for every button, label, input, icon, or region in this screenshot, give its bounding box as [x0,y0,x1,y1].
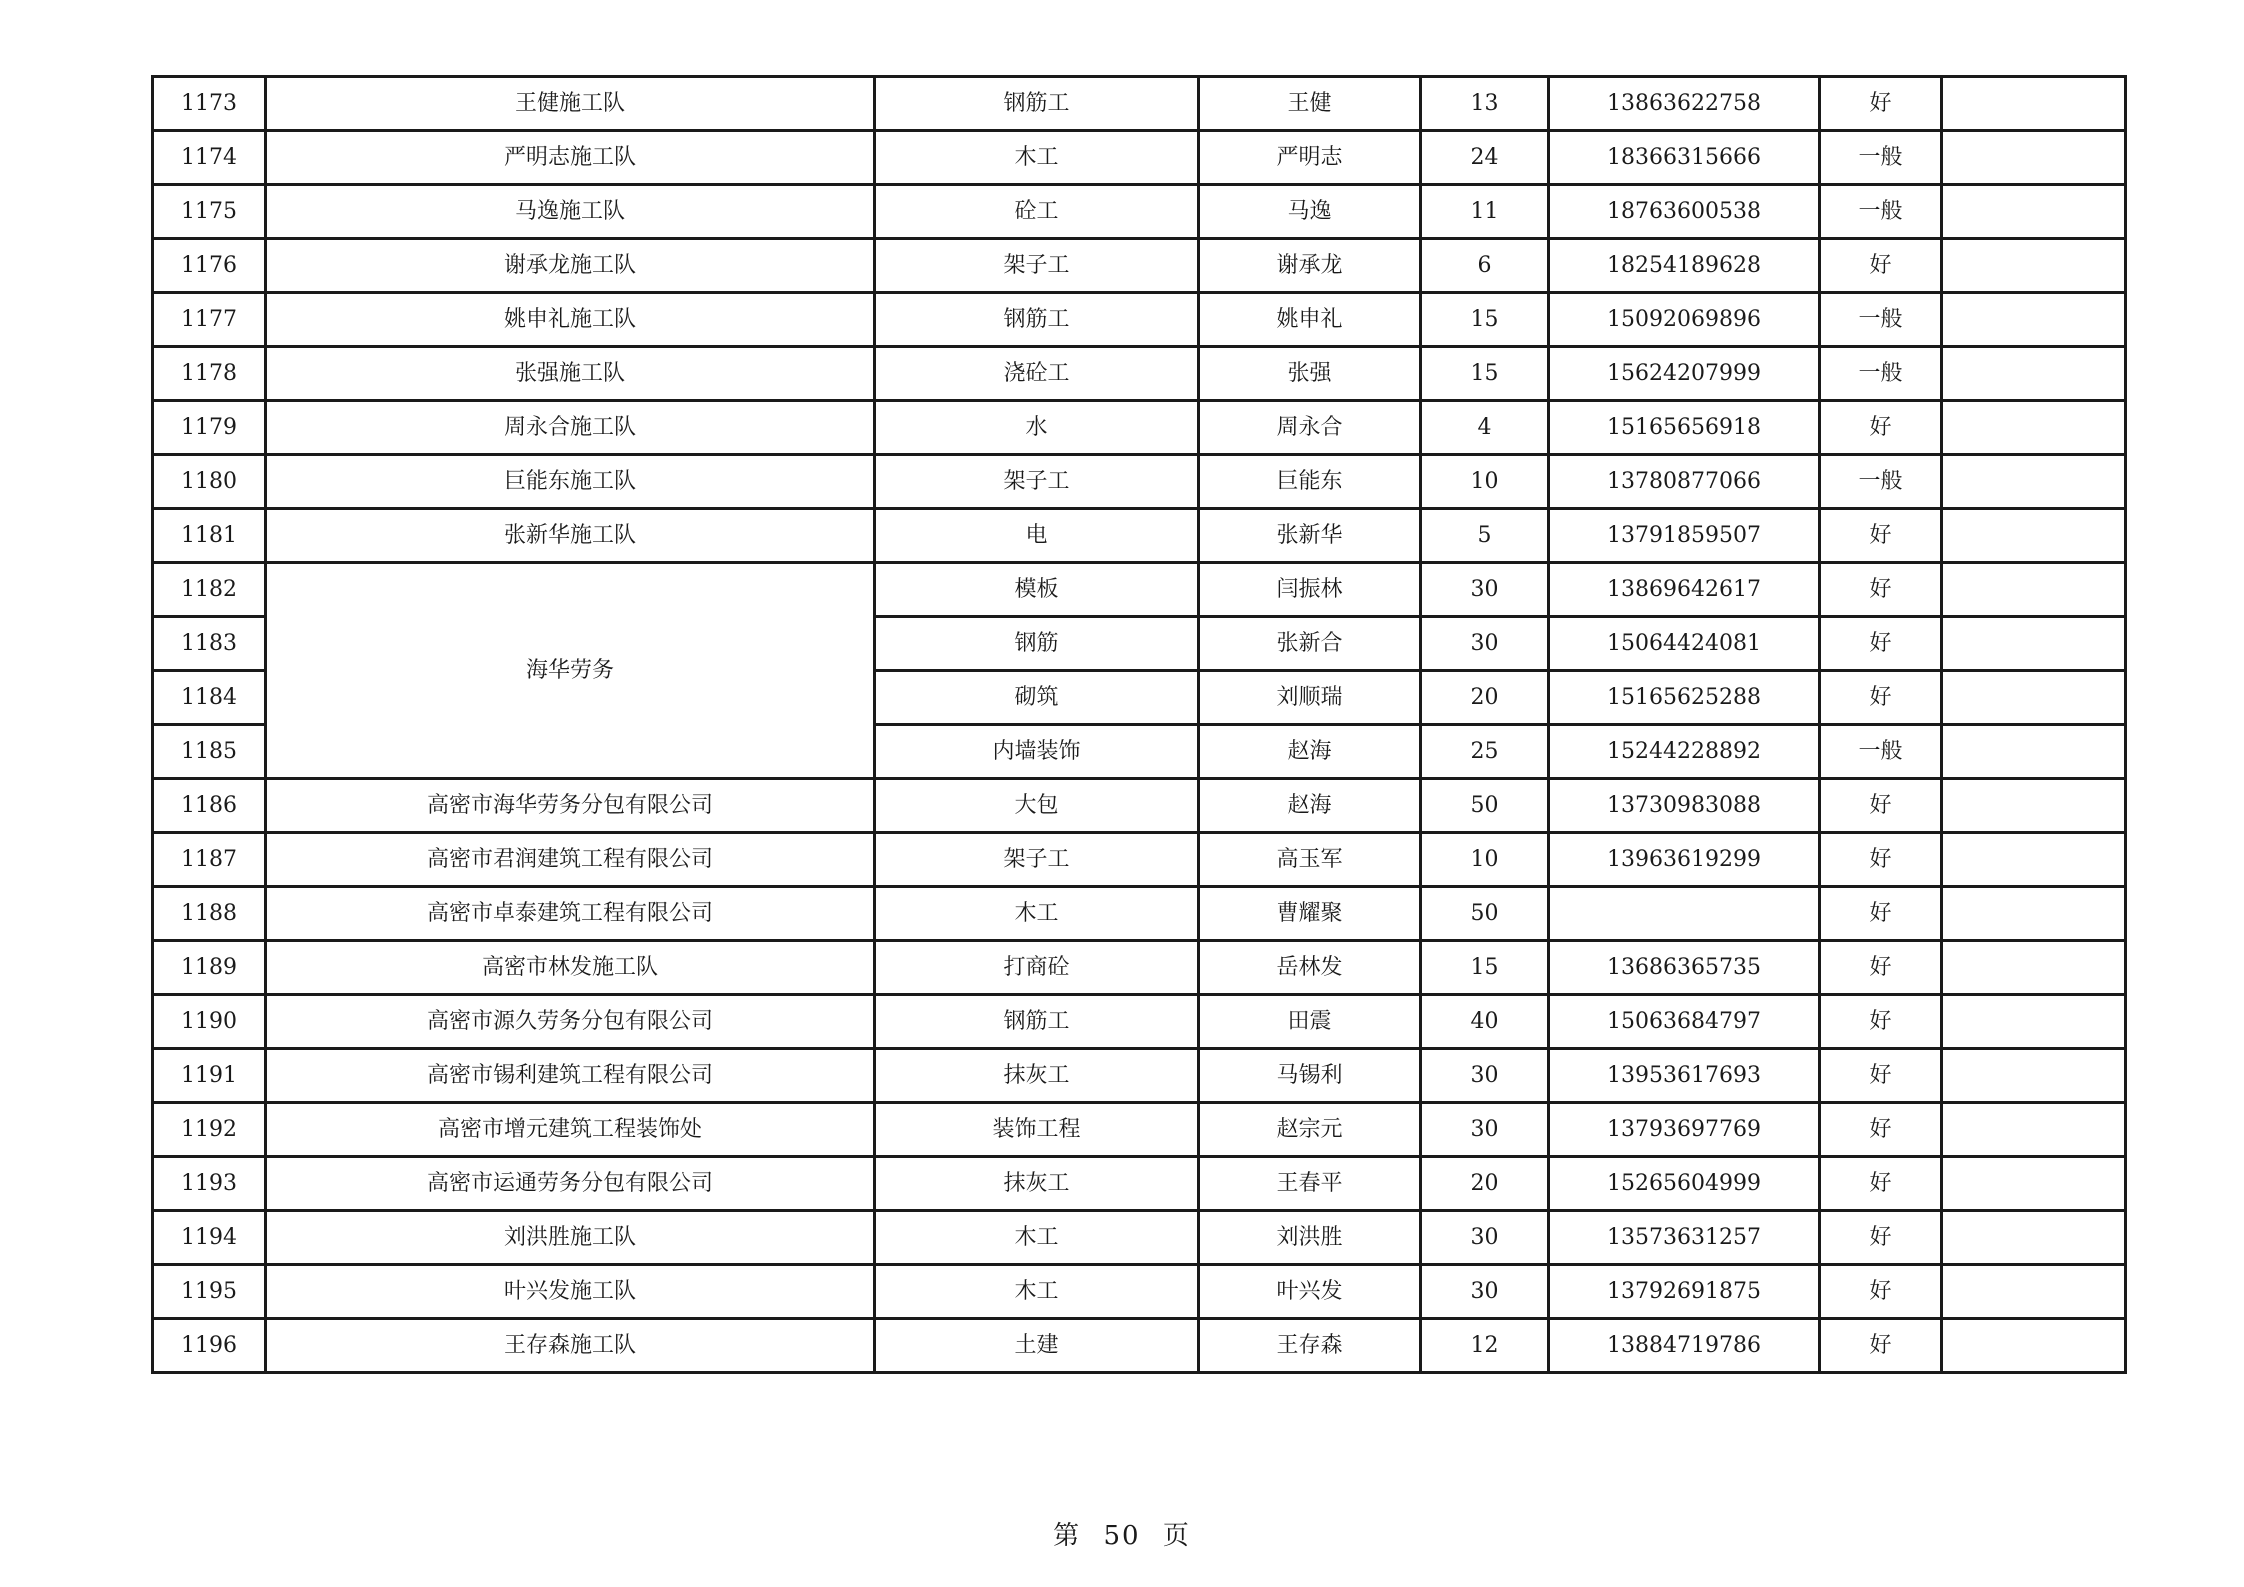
trade-cell: 架子工 [875,239,1199,293]
table-row [153,1265,2126,1319]
rating-cell: 好 [1820,887,1942,941]
rating-cell: 好 [1820,779,1942,833]
unit-name-cell: 王健施工队 [266,77,875,131]
rating-cell: 一般 [1820,455,1942,509]
unit-name-cell: 高密市卓泰建筑工程有限公司 [266,887,875,941]
leader-cell: 刘顺瑞 [1199,671,1421,725]
worker-count-cell: 20 [1421,1157,1549,1211]
leader-cell: 巨能东 [1199,455,1421,509]
registry-body [153,77,2126,1373]
leader-cell: 谢承龙 [1199,239,1421,293]
leader-cell: 张强 [1199,347,1421,401]
phone-cell: 18254189628 [1549,239,1820,293]
rating-cell: 好 [1820,1211,1942,1265]
trade-cell: 大包 [875,779,1199,833]
unit-name-cell: 姚申礼施工队 [266,293,875,347]
phone-cell: 13793697769 [1549,1103,1820,1157]
note-cell [1942,1211,2126,1265]
leader-cell: 周永合 [1199,401,1421,455]
table-row [153,887,2126,941]
phone-cell: 13963619299 [1549,833,1820,887]
row-number-cell: 1181 [153,509,266,563]
trade-cell: 架子工 [875,455,1199,509]
row-number-cell: 1180 [153,455,266,509]
leader-cell: 刘洪胜 [1199,1211,1421,1265]
table-row [153,77,2126,131]
row-number-cell: 1177 [153,293,266,347]
trade-cell: 钢筋工 [875,77,1199,131]
table-row [153,779,2126,833]
trade-cell: 抹灰工 [875,1157,1199,1211]
rating-cell: 好 [1820,833,1942,887]
note-cell [1942,347,2126,401]
note-cell [1942,77,2126,131]
rating-cell: 好 [1820,563,1942,617]
trade-cell: 装饰工程 [875,1103,1199,1157]
note-cell [1942,185,2126,239]
phone-cell: 13884719786 [1549,1319,1820,1373]
rating-cell: 好 [1820,1319,1942,1373]
worker-count-cell: 50 [1421,887,1549,941]
rating-cell: 好 [1820,941,1942,995]
trade-cell: 架子工 [875,833,1199,887]
trade-cell: 木工 [875,1211,1199,1265]
page-footer [0,1515,2244,1552]
leader-cell: 高玉军 [1199,833,1421,887]
note-cell [1942,1265,2126,1319]
phone-cell: 15165625288 [1549,671,1820,725]
row-number-cell: 1179 [153,401,266,455]
worker-count-cell: 15 [1421,347,1549,401]
phone-cell: 15244228892 [1549,725,1820,779]
row-number-cell: 1183 [153,617,266,671]
rating-cell: 好 [1820,671,1942,725]
leader-cell: 赵宗元 [1199,1103,1421,1157]
table-row [153,401,2126,455]
trade-cell: 木工 [875,887,1199,941]
note-cell [1942,455,2126,509]
row-number-cell: 1182 [153,563,266,617]
row-number-cell: 1192 [153,1103,266,1157]
rating-cell: 一般 [1820,185,1942,239]
note-cell [1942,833,2126,887]
row-number-cell: 1191 [153,1049,266,1103]
phone-cell: 15265604999 [1549,1157,1820,1211]
worker-count-cell: 12 [1421,1319,1549,1373]
phone-cell: 13780877066 [1549,455,1820,509]
unit-name-cell: 严明志施工队 [266,131,875,185]
page-suffix: 页 [1162,1521,1191,1551]
row-number-cell: 1174 [153,131,266,185]
leader-cell: 田震 [1199,995,1421,1049]
note-cell [1942,671,2126,725]
worker-count-cell: 13 [1421,77,1549,131]
table-row [153,185,2126,239]
phone-cell: 13573631257 [1549,1211,1820,1265]
rating-cell: 好 [1820,401,1942,455]
phone-cell: 13869642617 [1549,563,1820,617]
phone-cell: 15165656918 [1549,401,1820,455]
worker-count-cell: 15 [1421,293,1549,347]
table-row [153,239,2126,293]
worker-count-cell: 30 [1421,1211,1549,1265]
unit-name-cell: 高密市海华劳务分包有限公司 [266,779,875,833]
leader-cell: 曹耀聚 [1199,887,1421,941]
unit-name-cell: 高密市增元建筑工程装饰处 [266,1103,875,1157]
unit-name-cell: 叶兴发施工队 [266,1265,875,1319]
row-number-cell: 1188 [153,887,266,941]
note-cell [1942,239,2126,293]
row-number-cell: 1178 [153,347,266,401]
phone-cell: 18763600538 [1549,185,1820,239]
worker-count-cell: 4 [1421,401,1549,455]
worker-count-cell: 20 [1421,671,1549,725]
row-number-cell: 1190 [153,995,266,1049]
phone-cell: 18366315666 [1549,131,1820,185]
phone-cell: 15063684797 [1549,995,1820,1049]
note-cell [1942,401,2126,455]
trade-cell: 钢筋工 [875,995,1199,1049]
worker-count-cell: 10 [1421,455,1549,509]
worker-count-cell: 6 [1421,239,1549,293]
worker-count-cell: 30 [1421,563,1549,617]
worker-count-cell: 30 [1421,617,1549,671]
unit-name-cell: 张强施工队 [266,347,875,401]
leader-cell: 严明志 [1199,131,1421,185]
rating-cell: 好 [1820,1049,1942,1103]
unit-name-cell: 张新华施工队 [266,509,875,563]
unit-name-cell: 海华劳务 [266,563,875,779]
row-number-cell: 1184 [153,671,266,725]
row-number-cell: 1173 [153,77,266,131]
unit-name-cell: 周永合施工队 [266,401,875,455]
note-cell [1942,293,2126,347]
trade-cell: 内墙装饰 [875,725,1199,779]
row-number-cell: 1189 [153,941,266,995]
table-row [153,941,2126,995]
unit-name-cell: 王存森施工队 [266,1319,875,1373]
leader-cell: 赵海 [1199,725,1421,779]
rating-cell: 一般 [1820,293,1942,347]
note-cell [1942,887,2126,941]
row-number-cell: 1176 [153,239,266,293]
page-prefix: 第 [1053,1521,1082,1551]
phone-cell: 13792691875 [1549,1265,1820,1319]
note-cell [1942,941,2126,995]
unit-name-cell: 高密市林发施工队 [266,941,875,995]
phone-cell: 13863622758 [1549,77,1820,131]
note-cell [1942,1049,2126,1103]
trade-cell: 抹灰工 [875,1049,1199,1103]
worker-count-cell: 30 [1421,1049,1549,1103]
row-number-cell: 1195 [153,1265,266,1319]
worker-count-cell: 40 [1421,995,1549,1049]
leader-cell: 马锡利 [1199,1049,1421,1103]
row-number-cell: 1194 [153,1211,266,1265]
phone-cell: 13953617693 [1549,1049,1820,1103]
worker-count-cell: 24 [1421,131,1549,185]
leader-cell: 赵海 [1199,779,1421,833]
note-cell [1942,617,2126,671]
trade-cell: 电 [875,509,1199,563]
rating-cell: 一般 [1820,725,1942,779]
unit-name-cell: 巨能东施工队 [266,455,875,509]
row-number-cell: 1175 [153,185,266,239]
leader-cell: 张新合 [1199,617,1421,671]
phone-cell: 13730983088 [1549,779,1820,833]
rating-cell: 一般 [1820,347,1942,401]
phone-cell: 15092069896 [1549,293,1820,347]
leader-cell: 岳林发 [1199,941,1421,995]
phone-cell: 13791859507 [1549,509,1820,563]
table-row [153,1157,2126,1211]
trade-cell: 钢筋 [875,617,1199,671]
trade-cell: 钢筋工 [875,293,1199,347]
table-row [153,509,2126,563]
trade-cell: 砼工 [875,185,1199,239]
leader-cell: 叶兴发 [1199,1265,1421,1319]
worker-count-cell: 25 [1421,725,1549,779]
phone-cell: 13686365735 [1549,941,1820,995]
phone-cell: 15064424081 [1549,617,1820,671]
note-cell [1942,131,2126,185]
note-cell [1942,995,2126,1049]
row-number-cell: 1193 [153,1157,266,1211]
table-row [153,455,2126,509]
unit-name-cell: 刘洪胜施工队 [266,1211,875,1265]
worker-count-cell: 10 [1421,833,1549,887]
note-cell [1942,509,2126,563]
unit-name-cell: 谢承龙施工队 [266,239,875,293]
table-row [153,347,2126,401]
unit-name-cell: 高密市锡利建筑工程有限公司 [266,1049,875,1103]
unit-name-cell: 高密市运通劳务分包有限公司 [266,1157,875,1211]
trade-cell: 打商砼 [875,941,1199,995]
leader-cell: 闫振林 [1199,563,1421,617]
note-cell [1942,725,2126,779]
table-row [153,1049,2126,1103]
leader-cell: 王健 [1199,77,1421,131]
table-row [153,131,2126,185]
table-row [153,1319,2126,1373]
table-row [153,833,2126,887]
registry-table [151,75,2127,1374]
worker-count-cell: 50 [1421,779,1549,833]
row-number-cell: 1185 [153,725,266,779]
unit-name-cell: 高密市君润建筑工程有限公司 [266,833,875,887]
rating-cell: 好 [1820,239,1942,293]
leader-cell: 王春平 [1199,1157,1421,1211]
leader-cell: 姚申礼 [1199,293,1421,347]
note-cell [1942,1319,2126,1373]
row-number-cell: 1186 [153,779,266,833]
leader-cell: 王存森 [1199,1319,1421,1373]
table-row [153,995,2126,1049]
rating-cell: 好 [1820,509,1942,563]
phone-cell [1549,887,1820,941]
page-number: 50 [1103,1521,1141,1551]
table-row [153,1103,2126,1157]
table-row [153,293,2126,347]
rating-cell: 好 [1820,995,1942,1049]
rating-cell: 好 [1820,1157,1942,1211]
unit-name-cell: 高密市源久劳务分包有限公司 [266,995,875,1049]
rating-cell: 一般 [1820,131,1942,185]
trade-cell: 水 [875,401,1199,455]
worker-count-cell: 11 [1421,185,1549,239]
unit-name-cell: 马逸施工队 [266,185,875,239]
trade-cell: 木工 [875,1265,1199,1319]
worker-count-cell: 15 [1421,941,1549,995]
note-cell [1942,1157,2126,1211]
rating-cell: 好 [1820,1265,1942,1319]
worker-count-cell: 30 [1421,1103,1549,1157]
trade-cell: 砌筑 [875,671,1199,725]
trade-cell: 浇砼工 [875,347,1199,401]
trade-cell: 土建 [875,1319,1199,1373]
trade-cell: 木工 [875,131,1199,185]
worker-count-cell: 30 [1421,1265,1549,1319]
row-number-cell: 1187 [153,833,266,887]
leader-cell: 张新华 [1199,509,1421,563]
phone-cell: 15624207999 [1549,347,1820,401]
rating-cell: 好 [1820,77,1942,131]
rating-cell: 好 [1820,617,1942,671]
worker-count-cell: 5 [1421,509,1549,563]
note-cell [1942,779,2126,833]
table-row [153,563,2126,617]
leader-cell: 马逸 [1199,185,1421,239]
note-cell [1942,563,2126,617]
row-number-cell: 1196 [153,1319,266,1373]
trade-cell: 模板 [875,563,1199,617]
table-row [153,1211,2126,1265]
note-cell [1942,1103,2126,1157]
rating-cell: 好 [1820,1103,1942,1157]
